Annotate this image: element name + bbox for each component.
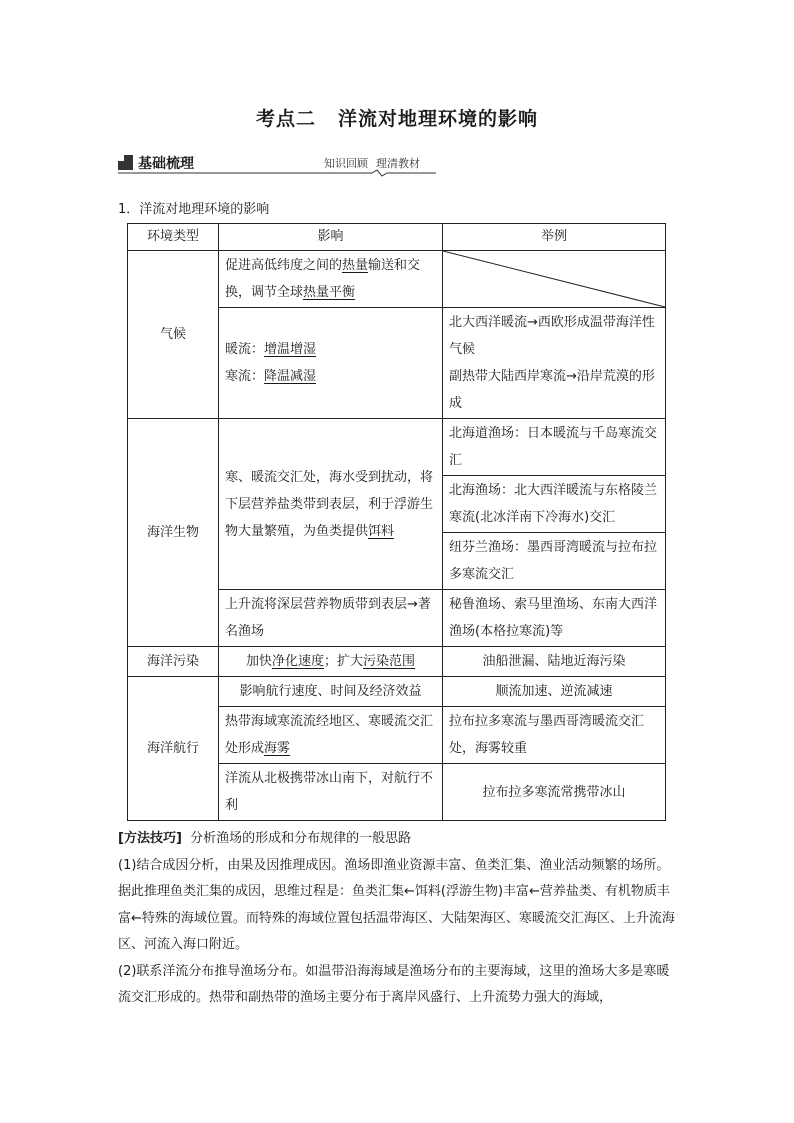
ocean-current-table xyxy=(127,223,666,821)
tips-paragraph: (1)结合成因分析，由果及因推理成因。渔场即渔业资源丰富、鱼类汇集、渔业活动频繁的场所。据此推理鱼类汇集的成因，思维过程是：鱼类汇集←饵料(浮游生物)丰富←营养盐类、有机物质丰富←特殊的海域位置。而特殊的海域位置包括温带海区、大陆架海区、寒暖流交汇海区、上升流海区、河流入海口附近。 xyxy=(118,857,675,952)
example-cell: 纽芬兰渔场：墨西哥湾暖流与拉布拉多寒流交汇 xyxy=(443,533,666,590)
example-cell: 拉布拉多寒流常携带冰山 xyxy=(443,764,666,821)
example-cell: 秘鲁渔场、索马里渔场、东南大西洋渔场(本格拉寒流)等 xyxy=(443,590,666,647)
table-row xyxy=(128,419,666,476)
influence-cell: 促进高低纬度之间的热量输送和交换，调节全球热量平衡 xyxy=(219,251,443,308)
page-title: 考点二 洋流对地理环境的影响 xyxy=(255,108,539,130)
example-cell: 北海道渔场：日本暖流与千岛寒流交汇 xyxy=(443,419,666,476)
table-row xyxy=(128,677,666,707)
influence-cell: 寒、暖流交汇处，海水受到扰动，将下层营养盐类带到表层，利于浮游生物大量繁殖，为鱼类提供饵料 xyxy=(219,419,443,590)
header-cell: 环境类型 xyxy=(128,224,219,251)
header-cell: 举例 xyxy=(443,224,666,251)
table-row xyxy=(128,251,666,308)
example-cell: 拉布拉多寒流与墨西哥湾暖流交汇处，海雾较重 xyxy=(443,707,666,764)
influence-cell: 热带海域寒流流经地区、寒暖流交汇处形成海雾 xyxy=(219,707,443,764)
tips-heading: [方法技巧] 分析渔场的形成和分布规律的一般思路 xyxy=(118,831,412,846)
empty-diagonal-cell xyxy=(443,251,666,308)
influence-cell: 加快净化速度；扩大污染范围 xyxy=(219,647,443,677)
header-cell: 影响 xyxy=(219,224,443,251)
influence-cell: 洋流从北极携带冰山南下，对航行不利 xyxy=(219,764,443,821)
section-square-icon xyxy=(118,155,133,170)
example-cell: 北大西洋暖流→西欧形成温带海洋性气候 副热带大陆西岸寒流→沿岸荒漠的形成 xyxy=(443,308,666,419)
type-cell: 海洋航行 xyxy=(128,677,219,821)
tips-paragraph: (2)联系洋流分布推导渔场分布。如温带沿海海域是渔场分布的主要海域，这里的渔场大多是寒暖流交汇形成的。热带和副热带的渔场主要分布于离岸风盛行、上升流势力强大的海域， xyxy=(118,963,670,1005)
influence-cell: 上升流将深层营养物质带到表层→著名渔场 xyxy=(219,590,443,647)
method-tips xyxy=(118,826,678,1012)
influence-cell: 暖流：增温增湿 寒流：降温减湿 xyxy=(219,308,443,419)
section-header xyxy=(118,150,436,178)
type-cell: 海洋污染 xyxy=(128,647,219,677)
table-header-row xyxy=(128,224,666,251)
section-tagline: 知识回顾 理清教材 xyxy=(324,157,420,170)
section-title: 基础梳理 xyxy=(138,156,194,172)
example-cell: 顺流加速、逆流减速 xyxy=(443,677,666,707)
example-cell: 北海渔场：北大西洋暖流与东格陵兰寒流(北冰洋南下冷海水)交汇 xyxy=(443,476,666,533)
influence-cell: 影响航行速度、时间及经济效益 xyxy=(219,677,443,707)
type-cell: 海洋生物 xyxy=(128,419,219,647)
table-row xyxy=(128,647,666,677)
example-cell: 油船泄漏、陆地近海污染 xyxy=(443,647,666,677)
type-cell: 气候 xyxy=(128,251,219,419)
section-divider xyxy=(118,169,436,177)
subheading: 1．洋流对地理环境的影响 xyxy=(118,202,270,217)
